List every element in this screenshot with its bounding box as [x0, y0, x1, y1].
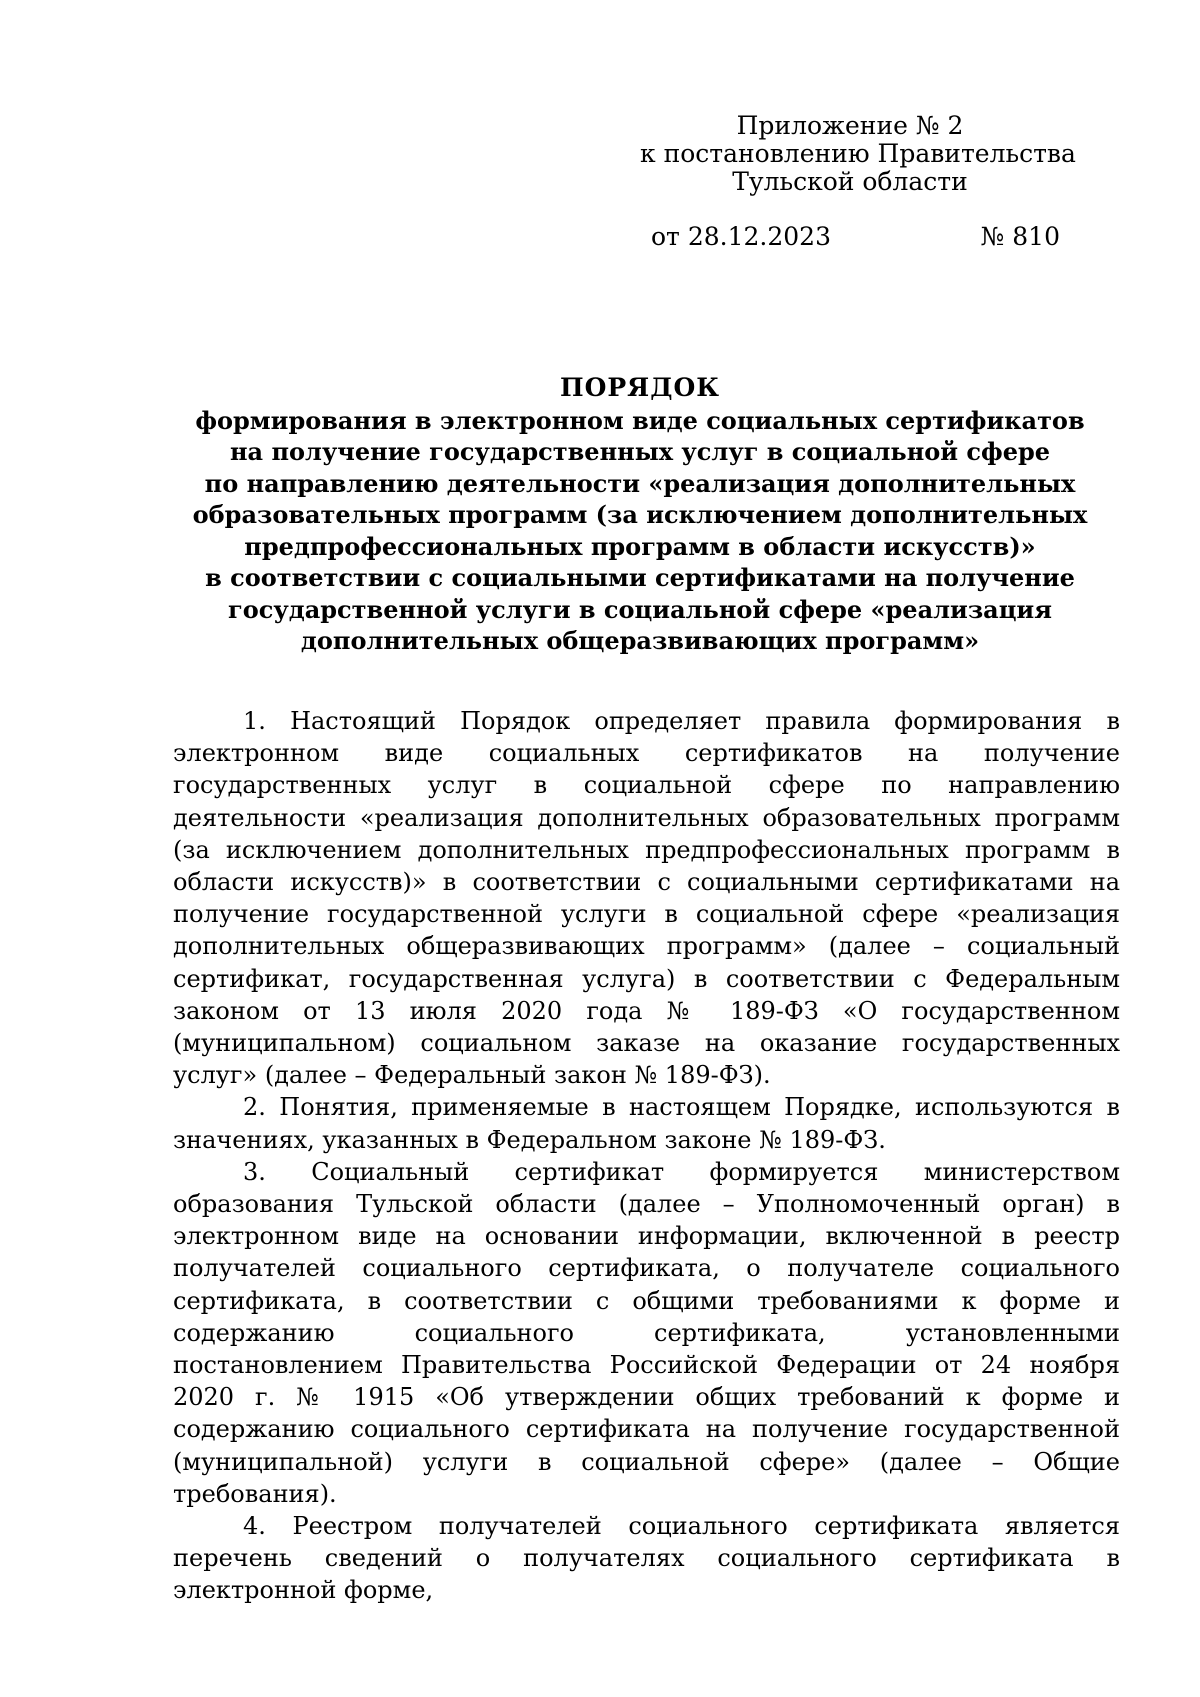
- title-line: на получение государственных услуг в социальной сфере: [229, 437, 1051, 466]
- paragraph-3: 3. Социальный сертификат формируется министерством образования Тульской области (далее – Уполномоченный орган) в электронном виде на основании информации, включенной в реестр получателей социального сертификата, о получателе социального сертификата, в соответствии с общими требованиями к форме и содержанию социального сертификата, установленными постановлением Правительства Российской Федерации от 24 ноября 2020 г. № 1915 «Об утверждении общих требований к форме и содержанию социального сертификата на получение государственной (муниципальной) услуги в социальной сфере» (далее – Общие требования).: [173, 1157, 1120, 1508]
- paragraph-2: 2. Понятия, применяемые в настоящем Порядке, используются в значениях, указанных в Федеральном законе № 189-ФЗ.: [173, 1093, 1120, 1154]
- title-line: по направлению деятельности «реализация дополнительных: [204, 468, 1076, 498]
- appendix-region: Тульской области: [732, 167, 968, 196]
- title-line: образовательных программ (за исключением дополнительных: [192, 500, 1088, 529]
- appendix-header: [640, 111, 1076, 196]
- title-line: предпрофессиональных программ в области искусств)»: [244, 531, 1036, 561]
- title-line: государственной услуги в социальной сфере «реализация: [228, 594, 1052, 624]
- document-title: [160, 372, 1120, 657]
- appendix-reference: к постановлению Правительства: [640, 139, 1076, 168]
- resolution-number: № 810: [980, 222, 1060, 251]
- title-heading: ПОРЯДОК: [560, 373, 720, 402]
- paragraph-4: 4. Реестром получателей социального сертификата является перечень сведений о получателях социального сертификата в электронной форме,: [173, 1512, 1120, 1605]
- title-line: формирования в электронном виде социальных сертификатов: [195, 405, 1085, 435]
- title-line: дополнительных общеразвивающих программ»: [300, 626, 980, 655]
- paragraph-1: 1. Настоящий Порядок определяет правила формирования в электронном виде социальных сертификатов на получение государственных услуг в социальной сфере по направлению деятельности «реализация дополнительных образовательных программ (за исключением дополнительных предпрофессиональных программ в области искусств)» в соответствии с социальными сертификатами на получение государственной услуги в социальной сфере «реализация дополнительных общеразвивающих программ» (далее – социальный сертификат, государственная услуга) в соответствии с Федеральным законом от 13 июля 2020 года № 189-ФЗ «О государственном (муниципальном) социальном заказе на оказание государственных услуг» (далее – Федеральный закон № 189-ФЗ).: [173, 707, 1120, 1090]
- resolution-date: от 28.12.2023: [651, 222, 831, 251]
- document-body: [173, 705, 1120, 1607]
- appendix-number: Приложение № 2: [736, 111, 964, 140]
- title-line: в соответствии с социальными сертификатами на получение: [205, 563, 1075, 592]
